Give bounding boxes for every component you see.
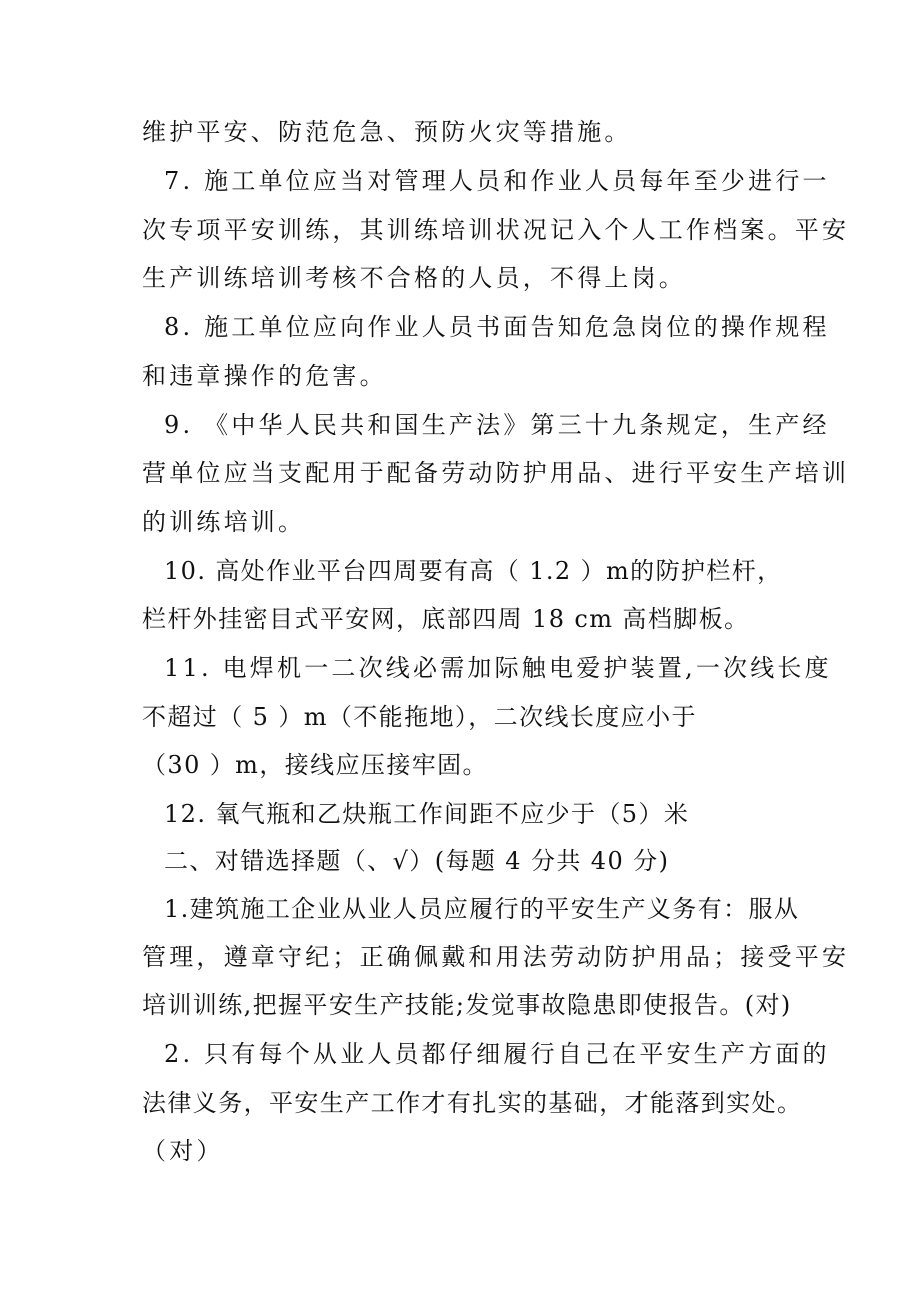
text-line: 11. 电焊机一二次线必需加际触电爱护装置,一次线长度 [164, 654, 832, 682]
text-line: 9. 《中华人民共和国生产法》第三十九条规定，生产经 [164, 411, 830, 439]
text-line: 7. 施工单位应当对管理人员和作业人员每年至少进行一 [164, 167, 830, 195]
text-line: 的训练培训。 [142, 508, 306, 536]
text-line: 和违章操作的危害。 [142, 362, 387, 390]
text-line: 栏杆外挂密目式平安网，底部四周 18 cm 高档脚板。 [142, 605, 750, 633]
section-heading: 二、对错选择题（、√）(每题 4 分共 40 分) [164, 847, 670, 875]
text-line: 8. 施工单位应向作业人员书面告知危急岗位的操作规程 [164, 313, 830, 341]
text-line: 培训训练,把握平安生产技能;发觉事故隐患即使报告。(对) [142, 991, 792, 1019]
text-line: 10. 高处作业平台四周要有高（ 1.2 ）m的防护栏杆， [164, 557, 783, 585]
text-line: （对） [142, 1137, 224, 1165]
text-line: 次专项平安训练，其训练培训状况记入个人工作档案。平安 [142, 216, 850, 244]
text-line: 营单位应当支配用于配备劳动防护用品、进行平安生产培训 [142, 459, 850, 487]
text-line: 生产训练培训考核不合格的人员，不得上岗。 [142, 264, 686, 292]
text-line: 法律义务，平安生产工作才有扎实的基础，才能落到实处。 [142, 1089, 803, 1117]
text-line: 不超过（ 5 ）m（不能拖地），二次线长度应小于 [142, 703, 697, 731]
text-line: （30 ）m，接线应压接牢固。 [142, 751, 488, 779]
text-line: 维护平安、防范危急、预防火灾等措施。 [142, 118, 632, 146]
text-line: 2. 只有每个从业人员都仔细履行自己在平安生产方面的 [164, 1040, 830, 1068]
text-line: 12. 氧气瓶和乙炔瓶工作间距不应少于（5）米 [164, 800, 690, 828]
text-line: 1.建筑施工企业从业人员应履行的平安生产义务有：服从 [164, 895, 800, 923]
text-line: 管理，遵章守纪；正确佩戴和用法劳动防护用品；接受平安 [142, 943, 850, 971]
